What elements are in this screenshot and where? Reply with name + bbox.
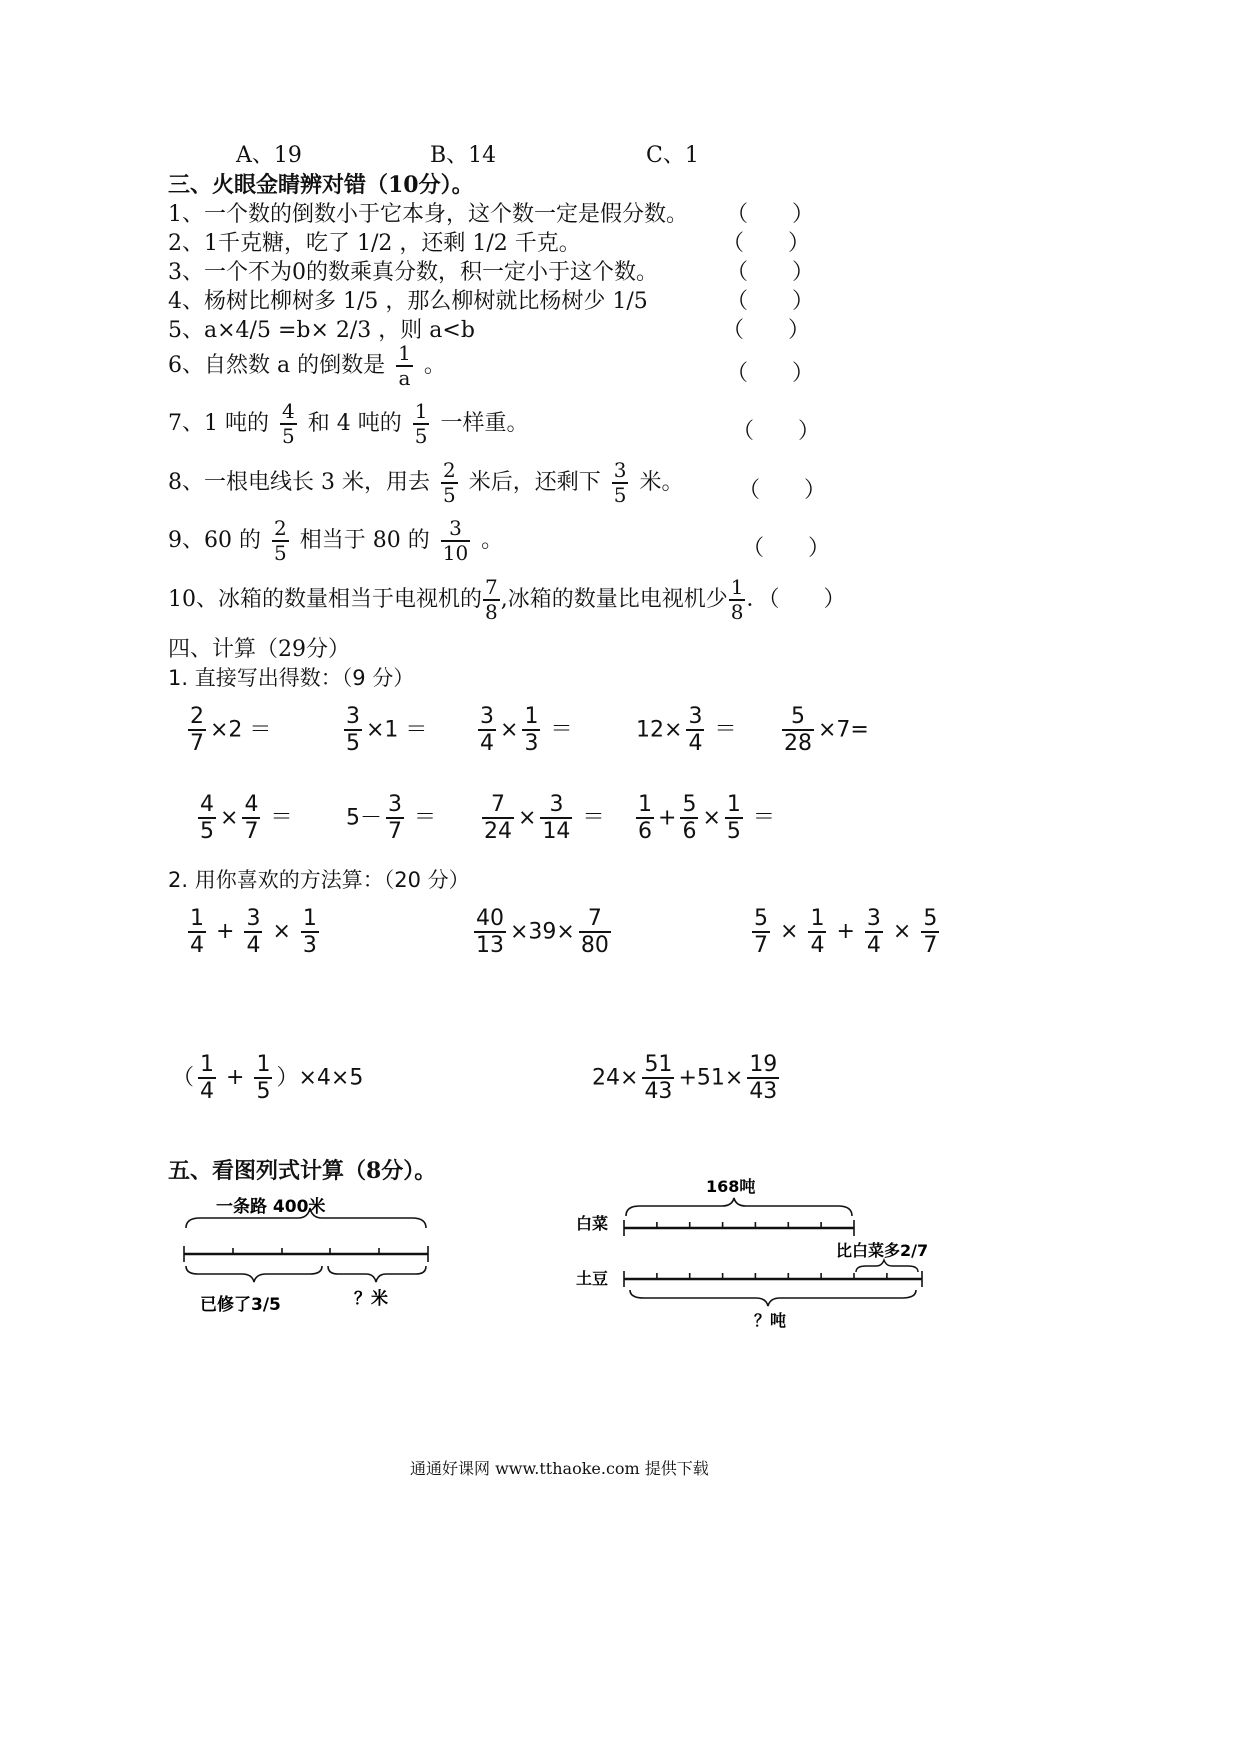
fraction: $\frac{3}{4}$ [688,704,703,757]
calc-r2-e3: $\frac{7}{24}$ × $\frac{3}{14}$ ＝ [484,792,605,845]
q3: 3、一个不为0的数乘真分数，积一定小于这个数。 [168,260,658,285]
q10-fraction-2: $\frac{1}{8}$ [730,575,744,624]
q7-text-b: 和 4 吨的 [307,411,402,436]
q7-fraction-2: $\frac{1}{5}$ [414,399,428,448]
calc-r2-e2: 5－ $\frac{3}{7}$ ＝ [346,792,437,845]
fraction: $\frac{1}{6}$ [638,792,652,845]
section-4-sub1: 1. 直接写出得数：（9 分） [168,666,415,690]
calc-r1-e3: $\frac{3}{4}$ × $\frac{1}{3}$ ＝ [480,704,573,757]
q7-fraction-1: $\frac{4}{5}$ [282,399,295,448]
fraction: $\frac{5}{28}$ [784,704,812,757]
q6-text: 6、自然数 a 的倒数是 [168,353,386,378]
q9-fraction-2: $\frac{3}{10}$ [442,516,469,565]
q9-text-b: 相当于 80 的 [299,528,430,553]
q5: 5、a×4/5 =b× 2/3 ，则 a<b [168,318,475,343]
fraction: $\frac{2}{7}$ [190,704,204,757]
q1-answer-paren[interactable]: （ ） [726,202,815,227]
fraction: $\frac{4}{5}$ [200,792,214,845]
q10-answer-paren[interactable]: （ ） [768,587,846,612]
section-5-title: 五、看图列式计算（8分）。 [168,1158,437,1184]
fraction: $\frac{7}{24}$ [484,792,512,845]
fraction: $\frac{1}{4}$ [200,1052,215,1105]
q7-text-a: 7、1 吨的 [168,411,269,436]
q10-text-c: ． [746,587,769,612]
fraction: $\frac{3}{7}$ [388,792,402,845]
fraction: $\frac{5}{7}$ [923,906,938,959]
potato-label: 土豆 [576,1269,609,1288]
q8-text-b: 米后，还剩下 [468,470,601,495]
q8-fraction-1: $\frac{2}{5}$ [442,458,456,507]
q9-text-c: 。 [481,528,504,553]
cabbage-total-label: 168吨 [706,1177,756,1196]
vegetable-diagram [570,1172,950,1342]
q8-answer-paren[interactable]: （ ） [738,478,827,503]
fraction: $\frac{7}{80}$ [580,906,609,959]
q4-answer-paren[interactable]: （ ） [726,289,815,314]
calc-r1-e4: 12× $\frac{3}{4}$ ＝ [636,704,737,757]
fraction: $\frac{3}{5}$ [346,704,360,757]
section-3-title: 三、火眼金睛辨对错（10分）。 [168,172,474,198]
fraction: $\frac{4}{7}$ [244,792,259,845]
q7-answer-paren[interactable]: （ ） [732,419,821,444]
q9-fraction-1: $\frac{2}{5}$ [274,516,287,565]
calc-r2-e4: $\frac{1}{6}$ + $\frac{5}{6}$ × $\frac{1}{5}$ ＝ [638,792,775,845]
q8 [168,459,683,507]
calc-r4-e1: （ $\frac{1}{4}$ + $\frac{1}{5}$ ）×4×5 [172,1052,364,1105]
calc-r1-e5: $\frac{5}{28}$ ×7= [784,704,869,757]
cabbage-brace [626,1198,852,1216]
road-done-label: 已修了3/5 [200,1295,281,1315]
q3-answer-paren[interactable]: （ ） [726,260,815,285]
fraction: $\frac{19}{43}$ [749,1052,778,1105]
section-4-sub2: 2. 用你喜欢的方法算：（20 分） [168,868,470,892]
q6-end: 。 [423,353,446,378]
footer-source: 通通好课网 www.tthaoke.com 提供下载 [410,1459,709,1478]
calc-r3-e3: $\frac{5}{7}$ × $\frac{1}{4}$ + $\frac{3}{4}$ × $\frac{5}{7}$ [754,906,938,959]
road-done-brace [186,1266,322,1282]
q10-fraction-1: $\frac{7}{8}$ [485,575,498,624]
choice-c: C、1 [646,143,699,168]
calc-r1-e1: $\frac{2}{7}$ ×2 ＝ [190,704,272,757]
fraction: $\frac{51}{43}$ [644,1052,673,1105]
calc-r2-e1: $\frac{4}{5}$ × $\frac{4}{7}$ ＝ [200,792,293,845]
q7 [168,400,528,448]
q9-answer-paren[interactable]: （ ） [742,536,831,561]
q8-text-a: 8、一根电线长 3 米，用去 [168,470,430,495]
fraction: $\frac{1}{5}$ [726,792,741,845]
road-rest-label: ？米 [354,1289,388,1309]
fraction: $\frac{1}{4}$ [810,906,825,959]
section-4-title: 四、计算（29分） [168,637,350,662]
calc-r1-e2: $\frac{3}{5}$ ×1 ＝ [346,704,428,757]
q8-fraction-2: $\frac{3}{5}$ [613,458,627,507]
q10 [168,576,846,624]
q6 [168,342,446,390]
q2: 2、1千克糖，吃了 1/2 ，还剩 1/2 千克。 [168,231,581,256]
calc-r4-e2: 24× $\frac{51}{43}$ +51× $\frac{19}{43}$ [592,1052,778,1105]
choice-a: A、19 [236,143,302,168]
q9-text-a: 9、60 的 [168,528,261,553]
potato-total-label: ？吨 [754,1311,787,1330]
road-diagram [170,1186,440,1316]
fraction: $\frac{5}{7}$ [754,906,768,959]
q1: 1、一个数的倒数小于它本身，这个数一定是假分数。 [168,202,688,227]
road-total-label: 一条路 400米 [216,1197,326,1217]
q8-text-c: 米。 [639,470,684,495]
more-than-cabbage-label: 比白菜多2/7 [836,1241,929,1260]
fraction: $\frac{1}{5}$ [256,1052,271,1105]
q9 [168,517,503,565]
road-rest-brace [328,1266,426,1282]
q10-text-a: 10、冰箱的数量相当于电视机的 [168,587,482,612]
fraction: $\frac{5}{6}$ [682,792,697,845]
choice-b: B、14 [430,143,497,168]
q6-fraction: $\frac{1}{a}$ [398,341,411,390]
fraction: $\frac{40}{13}$ [476,906,504,959]
q5-answer-paren[interactable]: （ ） [722,318,811,343]
cabbage-label: 白菜 [576,1214,609,1233]
fraction: $\frac{3}{14}$ [542,792,571,845]
q4: 4、杨树比柳树多 1/5 ，那么柳树就比杨树少 1/5 [168,289,648,314]
fraction: $\frac{1}{3}$ [524,704,539,757]
fraction: $\frac{1}{3}$ [302,906,317,959]
potato-total-brace [630,1290,916,1306]
calc-r3-e1: $\frac{1}{4}$ + $\frac{3}{4}$ × $\frac{1}{3}$ [190,906,317,959]
fraction: $\frac{1}{4}$ [190,906,204,959]
q6-answer-paren[interactable]: （ ） [726,361,815,386]
q10-text-b: ,冰箱的数量比电视机少 [500,587,728,612]
extra-brace [856,1260,918,1272]
q2-answer-paren[interactable]: （ ） [722,231,811,256]
calc-r3-e2: $\frac{40}{13}$ ×39× $\frac{7}{80}$ [476,906,609,959]
q7-text-c: 一样重。 [440,411,529,436]
fraction: $\frac{3}{4}$ [866,906,881,959]
fraction: $\frac{3}{4}$ [480,704,494,757]
fraction: $\frac{3}{4}$ [246,906,261,959]
